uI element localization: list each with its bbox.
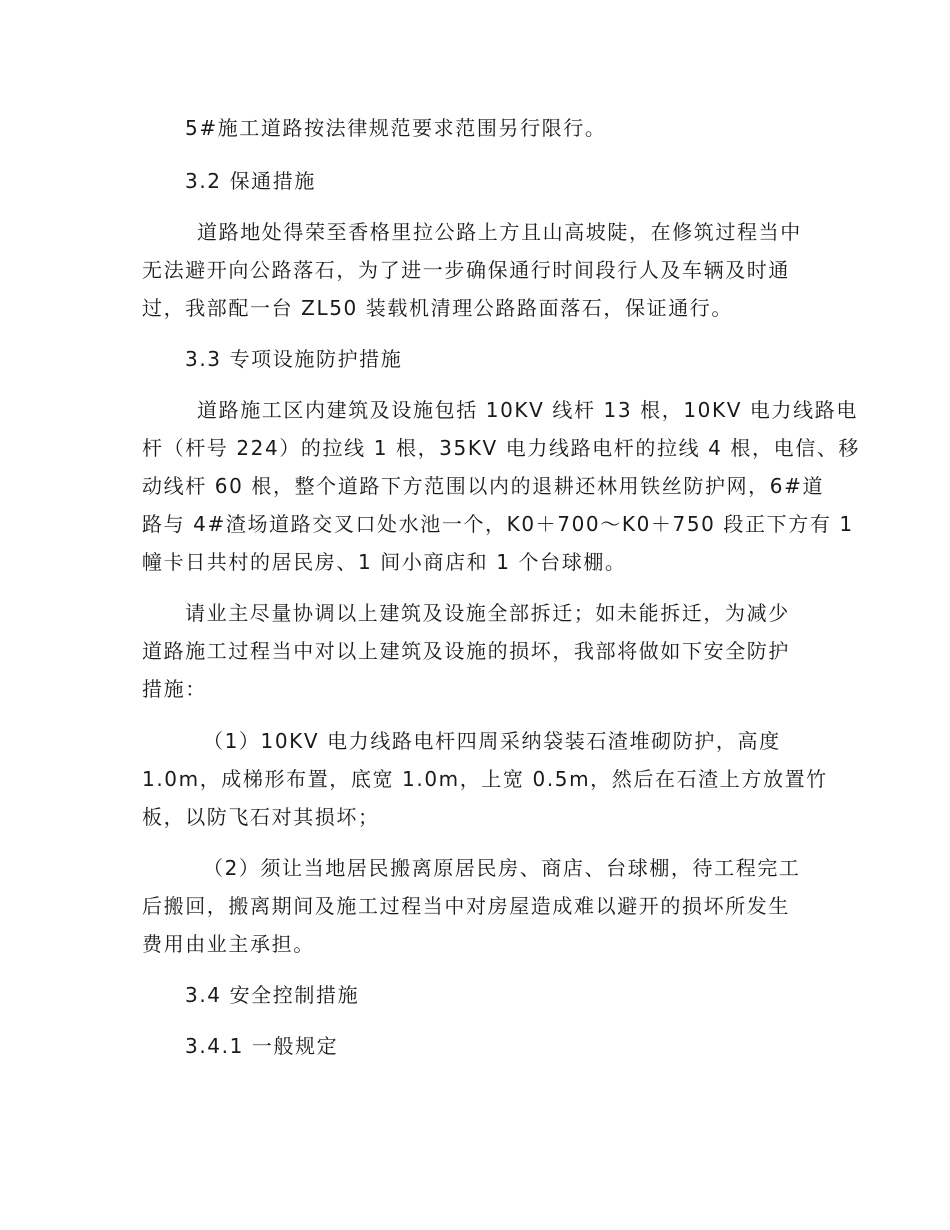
- section-heading: 3.2 保通措施: [185, 169, 316, 193]
- list-item-line: （1）10KV 电力线路电杆四周采纳袋装石渣堆砌防护，高度: [203, 729, 781, 753]
- section-heading: 3.4 安全控制措施: [185, 983, 360, 1007]
- paragraph-line: 幢卡日共村的居民房、1 间小商店和 1 个台球棚。: [142, 550, 627, 574]
- paragraph-line: 杆（杆号 224）的拉线 1 根，35KV 电力线路电杆的拉线 4 根，电信、移: [142, 436, 861, 460]
- paragraph-line: 道路施工区内建筑及设施包括 10KV 线杆 13 根，10KV 电力线路电: [197, 398, 858, 422]
- paragraph-line: 动线杆 60 根，整个道路下方范围以内的退耕还林用铁丝防护网，6#道: [142, 474, 825, 498]
- list-item-line: 板，以防飞石对其损坏；: [142, 805, 380, 829]
- list-item-line: 后搬回，搬离期间及施工过程当中对房屋造成难以避开的损坏所发生: [142, 894, 790, 918]
- list-item-line: （2）须让当地居民搬离原居民房、商店、台球棚，待工程完工: [203, 856, 801, 880]
- subsection-heading: 3.4.1 一般规定: [185, 1034, 339, 1058]
- list-item-line: 1.0m，成梯形布置，底宽 1.0m，上宽 0.5m，然后在石渣上方放置竹: [142, 767, 828, 791]
- paragraph-line: 措施：: [142, 677, 207, 701]
- paragraph-line: 请业主尽量协调以上建筑及设施全部拆迁；如未能拆迁，为减少: [185, 601, 790, 625]
- paragraph-line: 5#施工道路按法律规范要求范围另行限行。: [185, 116, 607, 140]
- list-item-line: 费用由业主承担。: [142, 932, 315, 956]
- paragraph-line: 过，我部配一台 ZL50 装载机清理公路路面落石，保证通行。: [142, 296, 734, 320]
- paragraph-line: 无法避开向公路落石，为了进一步确保通行时间段行人及车辆及时通: [142, 258, 790, 282]
- paragraph-line: 路与 4#渣场道路交叉口处水池一个，K0＋700～K0＋750 段正下方有 1: [142, 512, 854, 536]
- section-heading: 3.3 专项设施防护措施: [185, 347, 403, 371]
- paragraph-line: 道路施工过程当中对以上建筑及设施的损坏，我部将做如下安全防护: [142, 639, 790, 663]
- paragraph-line: 道路地处得荣至香格里拉公路上方且山高坡陡，在修筑过程当中: [197, 220, 802, 244]
